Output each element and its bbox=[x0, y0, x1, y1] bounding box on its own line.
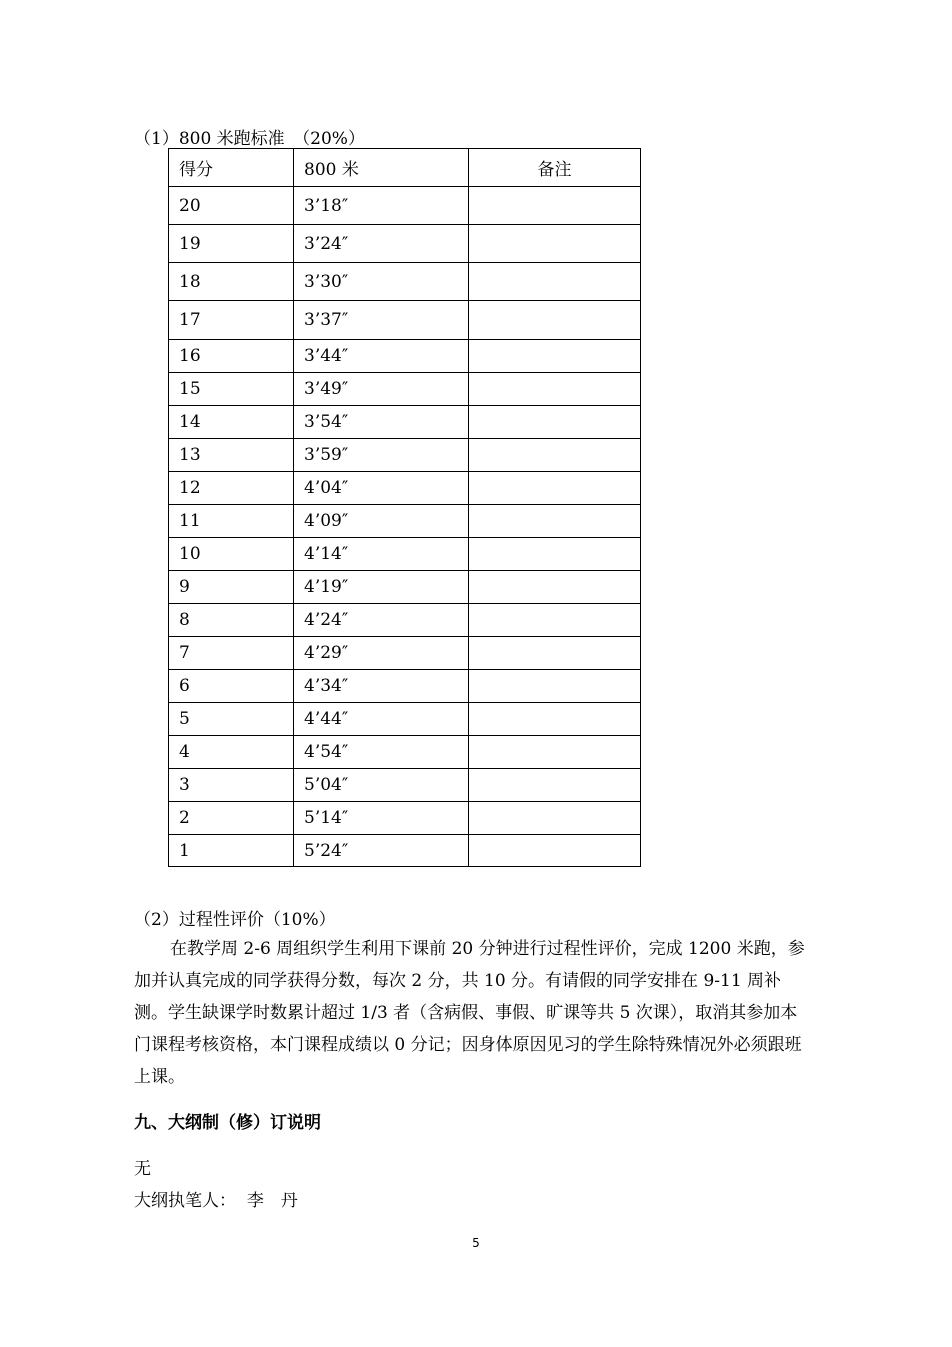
note-cell bbox=[469, 604, 641, 637]
score-cell: 17 bbox=[169, 301, 294, 340]
time-cell: 5’24″ bbox=[294, 835, 469, 867]
section-9-content: 无 bbox=[134, 1159, 151, 1179]
header-note: 备注 bbox=[469, 149, 641, 187]
header-score: 得分 bbox=[169, 149, 294, 187]
note-cell bbox=[469, 538, 641, 571]
note-cell bbox=[469, 340, 641, 373]
note-cell bbox=[469, 439, 641, 472]
score-cell: 6 bbox=[169, 670, 294, 703]
time-cell: 3’59″ bbox=[294, 439, 469, 472]
author-label: 大纲执笔人： bbox=[134, 1191, 236, 1211]
time-cell: 3’30″ bbox=[294, 263, 469, 301]
score-cell: 8 bbox=[169, 604, 294, 637]
score-cell: 4 bbox=[169, 736, 294, 769]
time-cell: 4’04″ bbox=[294, 472, 469, 505]
time-cell: 4’09″ bbox=[294, 505, 469, 538]
section-heading-9: 九、大纲制（修）订说明 bbox=[134, 1113, 321, 1133]
note-cell bbox=[469, 703, 641, 736]
time-cell: 3’49″ bbox=[294, 373, 469, 406]
score-cell: 11 bbox=[169, 505, 294, 538]
time-cell: 4’44″ bbox=[294, 703, 469, 736]
note-cell bbox=[469, 505, 641, 538]
time-cell: 3’37″ bbox=[294, 301, 469, 340]
score-cell: 13 bbox=[169, 439, 294, 472]
table-row bbox=[169, 670, 641, 703]
header-800m: 800 米 bbox=[294, 149, 469, 187]
table-row bbox=[169, 703, 641, 736]
table-row bbox=[169, 340, 641, 373]
table-row bbox=[169, 301, 641, 340]
table-row bbox=[169, 802, 641, 835]
score-table-body bbox=[169, 187, 641, 867]
note-cell bbox=[469, 637, 641, 670]
score-cell: 14 bbox=[169, 406, 294, 439]
table-row bbox=[169, 406, 641, 439]
score-cell: 19 bbox=[169, 225, 294, 263]
score-cell: 2 bbox=[169, 802, 294, 835]
score-cell: 15 bbox=[169, 373, 294, 406]
note-cell bbox=[469, 406, 641, 439]
table-row bbox=[169, 439, 641, 472]
section-title-800m: （1）800 米跑标准 （20%） bbox=[134, 129, 365, 149]
table-row bbox=[169, 736, 641, 769]
time-cell: 4’29″ bbox=[294, 637, 469, 670]
note-cell bbox=[469, 736, 641, 769]
table-row bbox=[169, 472, 641, 505]
table-row bbox=[169, 505, 641, 538]
time-cell: 5’04″ bbox=[294, 769, 469, 802]
time-cell: 4’54″ bbox=[294, 736, 469, 769]
note-cell bbox=[469, 670, 641, 703]
score-cell: 9 bbox=[169, 571, 294, 604]
table-row bbox=[169, 835, 641, 867]
table-row bbox=[169, 538, 641, 571]
note-cell bbox=[469, 835, 641, 867]
note-cell bbox=[469, 472, 641, 505]
score-cell: 3 bbox=[169, 769, 294, 802]
table-row bbox=[169, 373, 641, 406]
note-cell bbox=[469, 301, 641, 340]
note-cell bbox=[469, 571, 641, 604]
score-cell: 18 bbox=[169, 263, 294, 301]
note-cell bbox=[469, 263, 641, 301]
time-cell: 4’24″ bbox=[294, 604, 469, 637]
score-cell: 12 bbox=[169, 472, 294, 505]
score-cell: 20 bbox=[169, 187, 294, 225]
note-cell bbox=[469, 225, 641, 263]
time-cell: 4’14″ bbox=[294, 538, 469, 571]
time-cell: 4’34″ bbox=[294, 670, 469, 703]
score-cell: 1 bbox=[169, 835, 294, 867]
score-table bbox=[168, 148, 641, 867]
author-line bbox=[134, 1186, 298, 1211]
time-cell: 4’19″ bbox=[294, 571, 469, 604]
table-row bbox=[169, 225, 641, 263]
note-cell bbox=[469, 187, 641, 225]
process-paragraph: 在教学周 2-6 周组织学生利用下课前 20 分钟进行过程性评价，完成 1200 米跑，参加并认真完成的同学获得分数，每次 2 分，共 10 分。有请假的同学安排在 9-11 周补测。学生缺课学时数累计超过 1/3 者（含病假、事假、旷课等共 5 次课），取消其参加本门课程考核资格，本门课程成绩以 0 分记；因身体原因见习的学生除特殊情况外必须跟班上课。 bbox=[134, 939, 805, 1087]
table-row bbox=[169, 263, 641, 301]
score-cell: 10 bbox=[169, 538, 294, 571]
note-cell bbox=[469, 373, 641, 406]
time-cell: 5’14″ bbox=[294, 802, 469, 835]
score-cell: 7 bbox=[169, 637, 294, 670]
table-header-row bbox=[169, 149, 641, 187]
section-title-process: （2）过程性评价（10%） bbox=[134, 910, 336, 930]
author-name: 李 丹 bbox=[246, 1191, 298, 1211]
table-row bbox=[169, 769, 641, 802]
page-number: 5 bbox=[472, 1236, 480, 1250]
score-cell: 5 bbox=[169, 703, 294, 736]
time-cell: 3’54″ bbox=[294, 406, 469, 439]
time-cell: 3’24″ bbox=[294, 225, 469, 263]
time-cell: 3’18″ bbox=[294, 187, 469, 225]
table-row bbox=[169, 637, 641, 670]
table-row bbox=[169, 187, 641, 225]
note-cell bbox=[469, 769, 641, 802]
time-cell: 3’44″ bbox=[294, 340, 469, 373]
table-row bbox=[169, 571, 641, 604]
score-cell: 16 bbox=[169, 340, 294, 373]
note-cell bbox=[469, 802, 641, 835]
table-row bbox=[169, 604, 641, 637]
